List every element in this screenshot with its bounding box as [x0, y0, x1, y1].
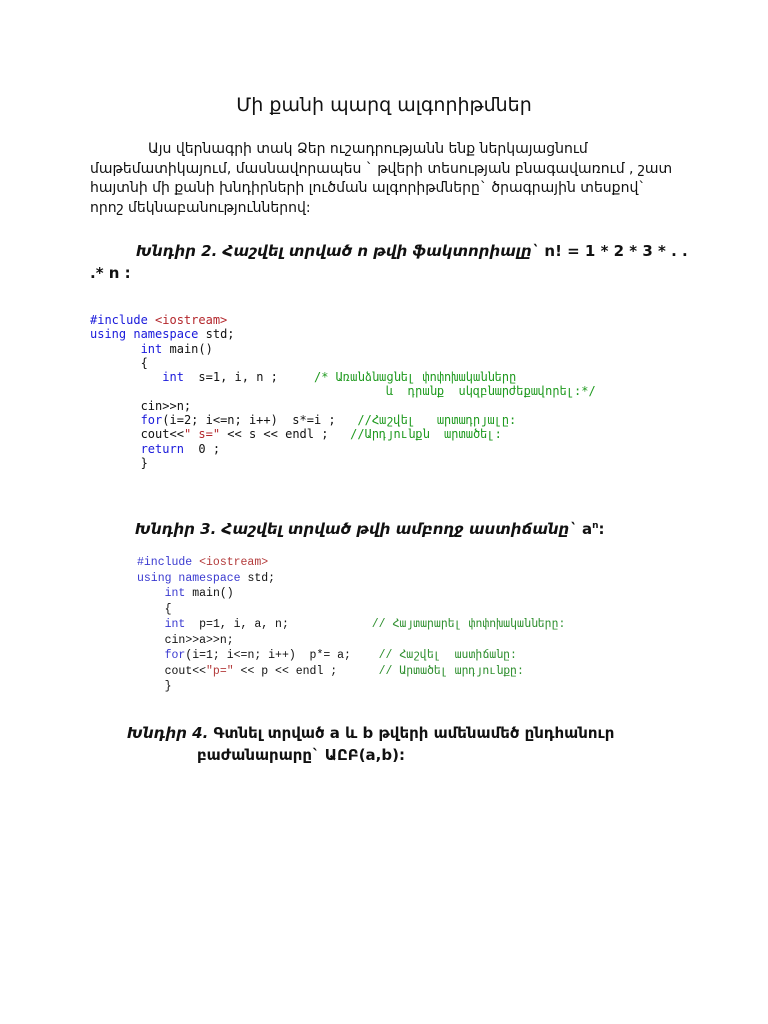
task-3-text: Հաշվել տրված թվի ամբողջ աստիճանը`	[221, 520, 577, 538]
intro-line-4: որոշ մեկնաբանություններով:	[90, 199, 311, 216]
code-line: #include <iostream>	[90, 313, 228, 327]
code-line: for(i=1; i<=n; i++) p*= a; // Հաշվել աստիճանը:	[164, 649, 517, 662]
task-4-text-2: բաժանարարը` ԱԸԲ(a,b):	[197, 746, 405, 764]
code-line: #include <iostream>	[137, 556, 269, 569]
task-4-text-1: Գտնել տրված a և b թվերի ամենամեծ ընդհանուր	[213, 724, 615, 742]
code-line: }	[140, 455, 148, 470]
code-line: և դրանք սկզբնարժեքավորել:*/	[386, 384, 596, 399]
intro-paragraph	[90, 140, 690, 218]
code-line: int main()	[164, 587, 234, 600]
task-3-power: $a^n$:	[581, 520, 605, 538]
code-line: }	[164, 680, 172, 693]
code-line: {	[164, 602, 172, 616]
code-line: cout<<" s=" << s << endl ; //Արդյունքն արտածել:	[140, 427, 502, 442]
intro-line-2: մաթեմատիկայում, մասնավորապես ` թվերի տեսության բնագավառում , շատ	[90, 160, 673, 177]
code-line: return 0 ;	[140, 441, 221, 456]
code-line: for(i=2; i<=n; i++) s*=i ; //Հաշվել արտադրյալը:	[140, 413, 517, 428]
code-line: using namespace std;	[137, 571, 276, 585]
code-line: cout<<"p=" << p << endl ; // Արտածել արդյունքը:	[164, 664, 524, 678]
task-3-heading	[135, 515, 695, 540]
code-block-factorial	[90, 313, 596, 470]
task-2-label: Խնդիր 2.	[136, 242, 218, 260]
task-3-label: Խնդիր 3.	[135, 520, 217, 538]
task-2-formula: n! = 1 * 2 * 3 * . .	[544, 242, 688, 260]
code-block-power	[137, 555, 565, 695]
task-2-heading	[90, 240, 710, 284]
code-line: int main()	[140, 341, 213, 356]
task-2-formula-cont: .* n :	[90, 264, 131, 282]
code-line: cin>>n;	[140, 398, 192, 413]
code-line: int p=1, i, a, n; // Հայտարարել փոփոխականները:	[164, 618, 566, 631]
task-4-label: Խնդիր 4.	[127, 724, 209, 742]
intro-line-3: հայտնի մի քանի խնդիրների լուծման ալգորիթմները` ծրագրային տեսքով`	[90, 180, 646, 196]
code-line: cin>>a>>n;	[164, 633, 234, 647]
task-2-text: Հաշվել տրված n թվի ֆակտորիալը`	[222, 242, 540, 260]
task-4-heading	[127, 722, 687, 766]
code-line: {	[140, 355, 148, 370]
code-line: int s=1, i, n ; /* Առանձնացնել փոփոխականները	[162, 370, 517, 385]
intro-line-1: Այս վերնագրի տակ Ձեր ուշադրությանն ենք ներկայացնում	[148, 141, 588, 157]
page-title: Մի քանի պարզ ալգորիթմներ	[236, 94, 532, 116]
code-line: using namespace std;	[90, 327, 235, 342]
